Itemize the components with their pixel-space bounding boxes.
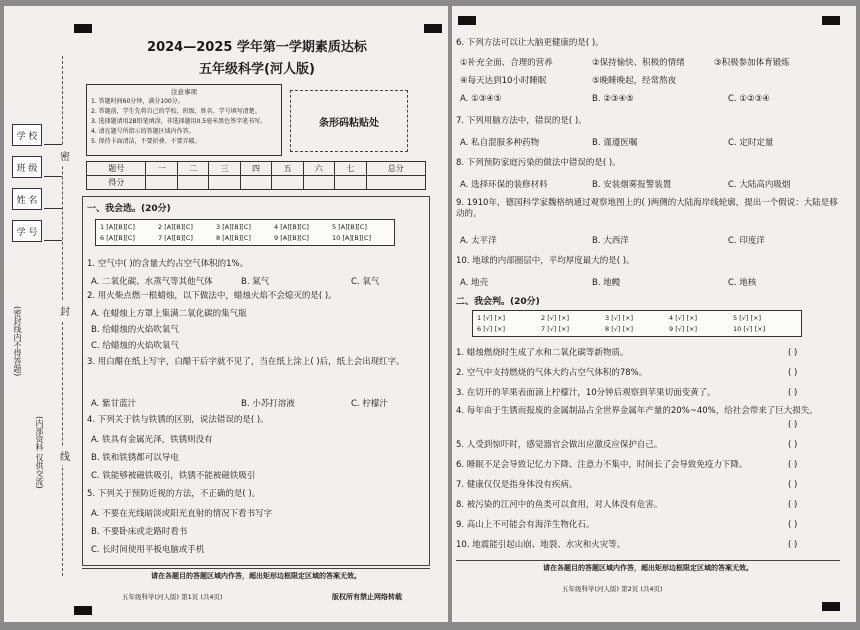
question-option[interactable]: C. 柠檬汁 bbox=[351, 399, 388, 409]
score-cell[interactable] bbox=[303, 176, 334, 190]
question-option[interactable]: C. 长时间使用平板电脑或手机 bbox=[91, 545, 205, 555]
notice-line: 2. 答题前，学生先将自己的学校、班级、姓名、学号填写清楚。 bbox=[91, 108, 261, 115]
question-stem: 2. 用火柴点燃一根蜡烛，以下做法中，蜡烛火焰不会熄灭的是( )。 bbox=[87, 291, 337, 301]
registration-mark bbox=[74, 606, 92, 615]
question-option[interactable]: B. 大西洋 bbox=[592, 236, 629, 246]
registration-mark bbox=[822, 602, 840, 611]
student-number-label: 学 号 bbox=[12, 220, 42, 242]
score-header: 二 bbox=[177, 162, 208, 176]
score-header: 四 bbox=[240, 162, 271, 176]
school-field[interactable] bbox=[44, 144, 62, 145]
answer-bubble-row[interactable]: 8 [A][B][C] bbox=[216, 234, 251, 242]
name-label: 姓 名 bbox=[12, 188, 42, 210]
answer-bubble-row[interactable]: 9 [A][B][C] bbox=[274, 234, 309, 242]
question-option[interactable]: C. 定时定量 bbox=[728, 138, 774, 148]
answer-paren[interactable]: ( ) bbox=[788, 540, 798, 550]
answer-bubble-row[interactable]: 4 [A][B][C] bbox=[274, 223, 309, 231]
question-option[interactable]: C. 地核 bbox=[728, 278, 757, 288]
score-cell[interactable] bbox=[366, 176, 425, 190]
judgement-bubble-row[interactable]: 9 [√] [×] bbox=[669, 325, 697, 333]
question-option[interactable]: A. 二氧化碳、水蒸气等其他气体 bbox=[91, 277, 213, 287]
question-stem: 7. 下列用脑方法中，错误的是( )。 bbox=[456, 116, 587, 126]
score-cell[interactable] bbox=[240, 176, 271, 190]
question-option[interactable]: C. 印度洋 bbox=[728, 236, 765, 246]
judgement-statement: 5. 人受到惊吓时，感觉器官会做出应激反应保护自己。 bbox=[456, 440, 663, 450]
judgement-bubble-row[interactable]: 2 [√] [×] bbox=[541, 314, 569, 322]
question-stem: 3. 用白醋在纸上写字，白醋干后字就不见了，当在纸上涂上( )后，纸上会出现红字。 bbox=[87, 357, 405, 367]
score-cell[interactable] bbox=[146, 176, 177, 190]
exam-page-right bbox=[452, 6, 856, 622]
score-cell[interactable] bbox=[335, 176, 366, 190]
answer-paren[interactable]: ( ) bbox=[788, 420, 798, 430]
judgement-statement: 3. 在切开的苹果表面滴上柠檬汁，10分钟后观察到苹果切面变黄了。 bbox=[456, 388, 716, 398]
seal-char: 线 bbox=[60, 446, 70, 465]
section2-heading: 二、我会判。(20分) bbox=[456, 297, 540, 307]
statement-item: ③积极参加体育锻炼 bbox=[714, 58, 790, 68]
question-option[interactable]: C. 大陆高内吸烟 bbox=[728, 180, 791, 190]
answer-bubble-row[interactable]: 10 [A][B][C] bbox=[332, 234, 371, 242]
judgement-bubble-row[interactable]: 10 [√] [×] bbox=[733, 325, 766, 333]
question-option[interactable]: C. 氧气 bbox=[351, 277, 380, 287]
notice-line: 5. 保持卡面清洁，不要折叠、不要弄破。 bbox=[91, 138, 201, 145]
question-option[interactable]: B. 不要卧床或走路时看书 bbox=[91, 527, 188, 537]
question-option[interactable]: A. 紫甘蓝汁 bbox=[91, 399, 137, 409]
judgement-statement: 7. 健康仅仅是指身体没有疾病。 bbox=[456, 480, 578, 490]
question-option[interactable]: A. 私自混服多种药物 bbox=[460, 138, 540, 148]
question-stem: 9. 1910年，德国科学家魏格纳通过观察地图上的( )两侧的大陆海岸线轮廓，提出一个假说：大陆是移动的。 bbox=[456, 198, 838, 219]
binding-strip bbox=[4, 6, 70, 622]
judgement-bubble-row[interactable]: 4 [√] [×] bbox=[669, 314, 697, 322]
notice-line: 1. 答题时间60分钟，满分100分。 bbox=[91, 98, 184, 105]
question-option[interactable]: A. ①③④⑤ bbox=[460, 94, 502, 104]
page-footer: 五年级科学(河人版) 第2页 (共4页) bbox=[562, 585, 663, 593]
judgement-bubble-row[interactable]: 3 [√] [×] bbox=[605, 314, 633, 322]
score-cell[interactable] bbox=[209, 176, 240, 190]
question-stem: 1. 空气中( )的含量大约占空气体积的1%。 bbox=[87, 259, 249, 269]
class-label: 班 级 bbox=[12, 156, 42, 178]
judgement-statement: 2. 空气中支持燃烧的气体大约占空气体积的78%。 bbox=[456, 368, 648, 378]
answer-paren[interactable]: ( ) bbox=[788, 460, 798, 470]
score-header: 三 bbox=[209, 162, 240, 176]
internal-note: (内部资料 仅供交流) bbox=[35, 416, 44, 489]
judgement-bubble-row[interactable]: 8 [√] [×] bbox=[605, 325, 633, 333]
answer-grid bbox=[95, 219, 395, 246]
question-option[interactable]: B. 氮气 bbox=[241, 277, 270, 287]
judgement-statement: 6. 睡眠不足会导致记忆力下降、注意力不集中，时间长了会导致免疫力下降。 bbox=[456, 460, 748, 470]
section1-heading: 一、我会选。(20分) bbox=[87, 204, 171, 214]
judgement-bubble-row[interactable]: 5 [√] [×] bbox=[733, 314, 761, 322]
notice-title: 注意事项 bbox=[171, 88, 197, 96]
statement-item: ⑤晚睡晚起，经常熬夜 bbox=[592, 76, 677, 86]
score-cell[interactable] bbox=[272, 176, 303, 190]
registration-mark bbox=[74, 24, 92, 33]
answer-paren[interactable]: ( ) bbox=[788, 480, 798, 490]
notice-box bbox=[86, 84, 282, 156]
statement-item: ②保持愉快、积极的情绪 bbox=[592, 58, 685, 68]
section1-box bbox=[82, 196, 430, 566]
question-stem: 4. 下列关于铁与铁锈的区别，说法错误的是( )。 bbox=[87, 415, 269, 425]
exam-page-left bbox=[4, 6, 448, 622]
question-option[interactable]: C. 铁能够被磁铁吸引，铁锈不能被磁铁吸引 bbox=[91, 471, 256, 481]
answer-paren[interactable]: ( ) bbox=[788, 368, 798, 378]
judgement-bubble-row[interactable]: 1 [√] [×] bbox=[477, 314, 505, 322]
judgement-bubble-row[interactable]: 6 [√] [×] bbox=[477, 325, 505, 333]
registration-mark bbox=[424, 24, 442, 33]
class-field[interactable] bbox=[44, 176, 62, 177]
school-label: 学 校 bbox=[12, 124, 42, 146]
score-header: 一 bbox=[146, 162, 177, 176]
question-option[interactable]: C. 给蜡烛的火焰吹氧气 bbox=[91, 341, 179, 351]
seal-char: 封 bbox=[60, 301, 70, 320]
question-option[interactable]: B. 安装烟雾报警装置 bbox=[592, 180, 672, 190]
score-header: 五 bbox=[272, 162, 303, 176]
seal-note: (密封线内不得答题) bbox=[13, 306, 22, 377]
statement-item: ④每天达到10小时睡眠 bbox=[460, 76, 547, 86]
question-option[interactable]: B. 小苏打溶液 bbox=[241, 399, 295, 409]
copyright-notice: 版权所有禁止网络转载 bbox=[332, 593, 402, 601]
answer-paren[interactable]: ( ) bbox=[788, 388, 798, 398]
score-header: 题号 bbox=[87, 162, 146, 176]
registration-mark bbox=[458, 16, 476, 25]
judgement-bubble-row[interactable]: 7 [√] [×] bbox=[541, 325, 569, 333]
answer-paren[interactable]: ( ) bbox=[788, 520, 798, 530]
judgement-statement: 9. 高山上不可能会有海洋生物化石。 bbox=[456, 520, 595, 530]
exam-title: 2024—2025 学年第一学期素质达标 bbox=[147, 40, 367, 55]
name-field[interactable] bbox=[44, 208, 62, 209]
exam-subtitle: 五年级科学(河人版) bbox=[199, 62, 315, 77]
question-stem: 6. 下列方法可以让大脑更健康的是( )。 bbox=[456, 38, 604, 48]
question-option[interactable]: B. 铁和铁锈都可以导电 bbox=[91, 453, 179, 463]
answer-bubble-row[interactable]: 5 [A][B][C] bbox=[332, 223, 367, 231]
answer-paren[interactable]: ( ) bbox=[788, 348, 798, 358]
statement-item: ①补充全面、合理的营养 bbox=[460, 58, 553, 68]
question-option[interactable]: A. 铁具有金属光泽，铁锈则没有 bbox=[91, 435, 213, 445]
barcode-area: 条形码粘贴处 bbox=[290, 90, 408, 152]
answer-paren[interactable]: ( ) bbox=[788, 440, 798, 450]
question-option[interactable]: A. 地壳 bbox=[460, 278, 489, 288]
question-option[interactable]: C. ①②③④ bbox=[728, 94, 770, 104]
question-option[interactable]: A. 太平洋 bbox=[460, 236, 497, 246]
question-option[interactable]: A. 选择环保的装修材料 bbox=[460, 180, 548, 190]
answer-area-notice: 请在各题目的答题区域内作答，超出矩形边框限定区域的答案无效。 bbox=[456, 560, 840, 573]
score-header: 七 bbox=[335, 162, 366, 176]
judgement-grid bbox=[472, 310, 802, 337]
question-option[interactable]: B. 给蜡烛的火焰吹氧气 bbox=[91, 325, 179, 335]
judgement-statement: 4. 每年由于生锈而报废的金属制品占全世界金属年产量的20%~40%，给社会带来了巨大损失。 bbox=[456, 406, 818, 416]
question-option[interactable]: B. ②③④⑤ bbox=[592, 94, 634, 104]
answer-bubble-row[interactable]: 1 [A][B][C] bbox=[100, 223, 135, 231]
question-stem: 10. 地球的内部圈层中，平均厚度最大的是( )。 bbox=[456, 256, 635, 266]
score-row-label: 得分 bbox=[87, 176, 146, 190]
answer-bubble-row[interactable]: 3 [A][B][C] bbox=[216, 223, 251, 231]
question-option[interactable]: A. 在蜡烛上方罩上集满二氧化碳的集气瓶 bbox=[91, 309, 247, 319]
question-option[interactable]: B. 谨遵医嘱 bbox=[592, 138, 638, 148]
judgement-statement: 1. 蜡烛燃烧时生成了水和二氧化碳等新物质。 bbox=[456, 348, 629, 358]
answer-bubble-row[interactable]: 2 [A][B][C] bbox=[158, 223, 193, 231]
score-header: 总分 bbox=[366, 162, 425, 176]
score-table bbox=[86, 161, 426, 190]
registration-mark bbox=[822, 16, 840, 25]
judgement-statement: 10. 地震能引起山崩、地裂、水灾和火灾等。 bbox=[456, 540, 626, 550]
student-number-field[interactable] bbox=[44, 240, 62, 241]
notice-line: 4. 请在题号所指示的答题区域内作答。 bbox=[91, 128, 195, 135]
judgement-statement: 8. 被污染的江河中的鱼类可以食用，对人体没有危害。 bbox=[456, 500, 663, 510]
score-header: 六 bbox=[303, 162, 334, 176]
question-option[interactable]: B. 地幔 bbox=[592, 278, 621, 288]
answer-bubble-row[interactable]: 7 [A][B][C] bbox=[158, 234, 193, 242]
answer-bubble-row[interactable]: 6 [A][B][C] bbox=[100, 234, 135, 242]
notice-line: 3. 选择题请用2B铅笔填涂，非选择题用0.5毫米黑色签字笔书写。 bbox=[91, 118, 267, 125]
page-footer: 五年级科学(河人版) 第1页 (共4页) bbox=[122, 593, 223, 601]
question-option[interactable]: A. 不要在光线暗淡或阳光直射的情况下看书写字 bbox=[91, 509, 273, 519]
answer-paren[interactable]: ( ) bbox=[788, 500, 798, 510]
seal-char: 密 bbox=[60, 146, 70, 165]
answer-area-notice: 请在各题目的答题区域内作答，超出矩形边框限定区域的答案无效。 bbox=[82, 568, 430, 581]
question-stem: 8. 下列预防家庭污染的做法中错误的是( )。 bbox=[456, 158, 621, 168]
question-stem: 5. 下列关于预防近视的方法，不正确的是( )。 bbox=[87, 489, 261, 499]
score-cell[interactable] bbox=[177, 176, 208, 190]
